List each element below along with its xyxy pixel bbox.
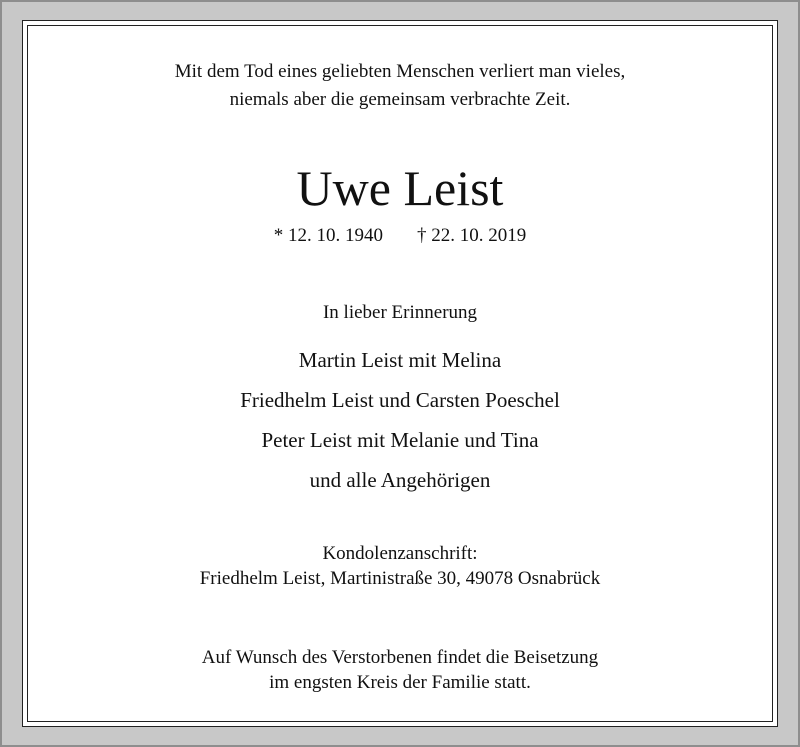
condolence-address <box>0 541 800 591</box>
motto-line-2: niemals aber die gemeinsam verbrachte Zeit. <box>229 89 571 110</box>
mourner-line: Peter Leist mit Melanie und Tina <box>261 428 539 452</box>
burial-note-line-1: Auf Wunsch des Verstorbenen findet die Beisetzung <box>201 647 599 668</box>
deceased-name: Uwe Leist <box>296 160 504 216</box>
burial-note <box>0 645 800 695</box>
mourner-line: Martin Leist mit Melina <box>298 348 502 372</box>
remembrance-heading: In lieber Erinnerung <box>322 302 478 323</box>
motto-line-1: Mit dem Tod eines geliebten Menschen verliert man vieles, <box>174 61 626 82</box>
motto <box>0 58 800 114</box>
condolence-heading: Kondolenzanschrift: <box>322 543 478 564</box>
mourner-line: und alle Angehörigen <box>309 468 491 492</box>
burial-note-line-2: im engsten Kreis der Familie statt. <box>269 672 531 693</box>
mourners-list <box>0 340 800 500</box>
condolence-address-line: Friedhelm Leist, Martinistraße 30, 49078 Osnabrück <box>199 568 601 589</box>
mourner-line: Friedhelm Leist und Carsten Poeschel <box>240 388 560 412</box>
life-dates <box>0 222 800 250</box>
death-date: † 22. 10. 2019 <box>417 225 527 246</box>
birth-date: * 12. 10. 1940 <box>273 225 383 246</box>
